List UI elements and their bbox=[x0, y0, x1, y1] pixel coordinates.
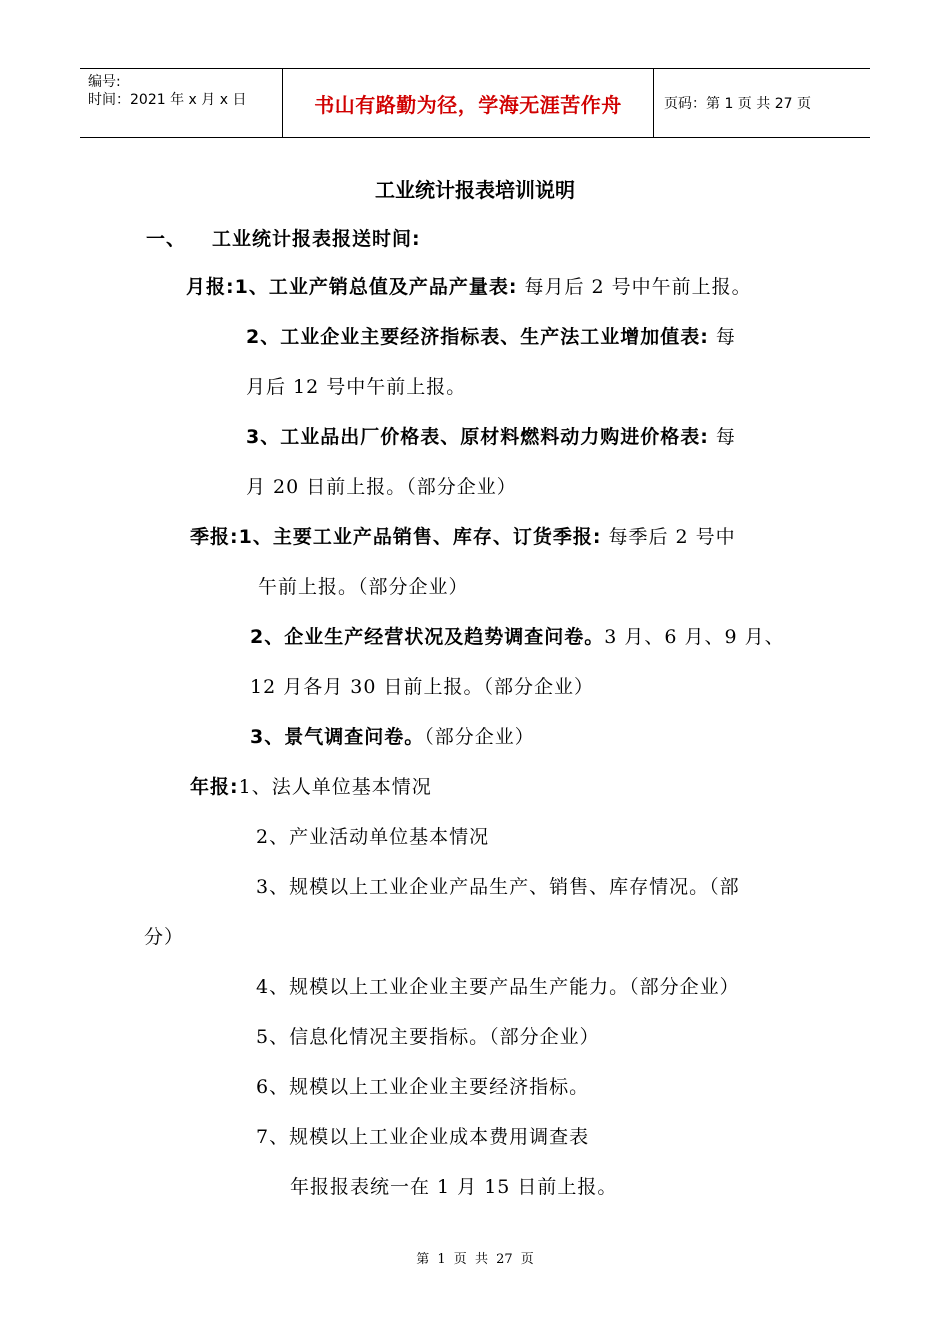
header-motto-cell bbox=[282, 69, 654, 137]
monthly-line-4 bbox=[246, 422, 736, 449]
monthly-label: 月报: bbox=[186, 276, 235, 298]
annual-item5: 5、信息化情况主要指标。（部分企业） bbox=[256, 1026, 600, 1048]
footer-word-4: 页 bbox=[520, 1252, 534, 1267]
monthly-item2-title: 2、工业企业主要经济指标表、生产法工业增加值表: bbox=[246, 326, 709, 348]
monthly-item1-title: 1、工业产销总值及产品产量表: bbox=[234, 276, 518, 298]
quarterly-item2-text2: 12 月各月 30 日前上报。（部分企业） bbox=[250, 676, 594, 698]
page-info-text: 页码：第 1 页 共 27 页 bbox=[664, 96, 811, 112]
annual-line-1 bbox=[190, 772, 432, 799]
annual-note: 年报报表统一在 1 月 15 日前上报。 bbox=[290, 1176, 618, 1198]
quarterly-item3-text: （部分企业） bbox=[424, 726, 535, 748]
monthly-item3-text1: 每 bbox=[708, 426, 736, 448]
quarterly-item1-text1: 每季后 2 号中 bbox=[601, 526, 736, 548]
header-page-info bbox=[654, 69, 870, 137]
footer-word-2: 页 bbox=[453, 1252, 467, 1267]
monthly-item1-text: 每月后 2 号中午前上报。 bbox=[517, 276, 752, 298]
monthly-line-2 bbox=[246, 322, 736, 349]
footer-word-3: 共 bbox=[474, 1252, 488, 1267]
section1-number: 一、 bbox=[146, 228, 187, 250]
annual-item3a: 3、规模以上工业企业产品生产、销售、库存情况。（部 bbox=[256, 876, 740, 898]
section1-title: 工业统计报表报送时间: bbox=[212, 228, 421, 250]
quarterly-label: 季报: bbox=[190, 526, 239, 548]
annual-item6: 6、规模以上工业企业主要经济指标。 bbox=[256, 1076, 590, 1098]
quarterly-line-1 bbox=[190, 522, 736, 549]
quarterly-item1-title: 1、主要工业产品销售、库存、订货季报: bbox=[238, 526, 602, 548]
monthly-item2-text1: 每 bbox=[708, 326, 736, 348]
annual-item4: 4、规模以上工业企业主要产品生产能力。（部分企业） bbox=[256, 976, 740, 998]
quarterly-item3-title: 3、景气调查问卷。 bbox=[250, 726, 425, 748]
footer-page-number: 1 bbox=[437, 1252, 446, 1267]
quarterly-item1-text2: 午前上报。（部分企业） bbox=[258, 576, 469, 598]
monthly-item3-text2: 月 20 日前上报。（部分企业） bbox=[246, 476, 517, 498]
monthly-item2-text2: 月后 12 号中午前上报。 bbox=[246, 376, 467, 398]
monthly-line-1 bbox=[186, 272, 752, 299]
annual-item7: 7、规模以上工业企业成本费用调查表 bbox=[256, 1126, 590, 1148]
monthly-item3-title: 3、工业品出厂价格表、原材料燃料动力购进价格表: bbox=[246, 426, 709, 448]
quarterly-line-5 bbox=[250, 722, 535, 749]
number-label: 编号: bbox=[88, 74, 121, 90]
page-footer bbox=[0, 1248, 950, 1267]
header-meta bbox=[80, 69, 282, 137]
document-title: 工业统计报表培训说明 bbox=[375, 178, 575, 202]
footer-word-1: 第 bbox=[416, 1252, 430, 1267]
document-header bbox=[80, 68, 870, 138]
quarterly-item2-title: 2、企业生产经营状况及趋势调查问卷。 bbox=[250, 626, 605, 648]
quarterly-item2-text1: 3 月、6 月、9 月、 bbox=[604, 626, 785, 648]
time-text: 时间：2021 年 x 月 x 日 bbox=[88, 92, 247, 108]
annual-label: 年报: bbox=[190, 776, 239, 798]
annual-item2: 2、产业活动单位基本情况 bbox=[256, 826, 490, 848]
footer-total-pages: 27 bbox=[496, 1252, 513, 1267]
annual-item3b: 分） bbox=[144, 926, 185, 948]
quarterly-line-3 bbox=[250, 622, 785, 649]
motto-text: 书山有路勤为径，学海无涯苦作舟 bbox=[314, 92, 622, 117]
annual-item1: 1、法人单位基本情况 bbox=[238, 776, 432, 798]
